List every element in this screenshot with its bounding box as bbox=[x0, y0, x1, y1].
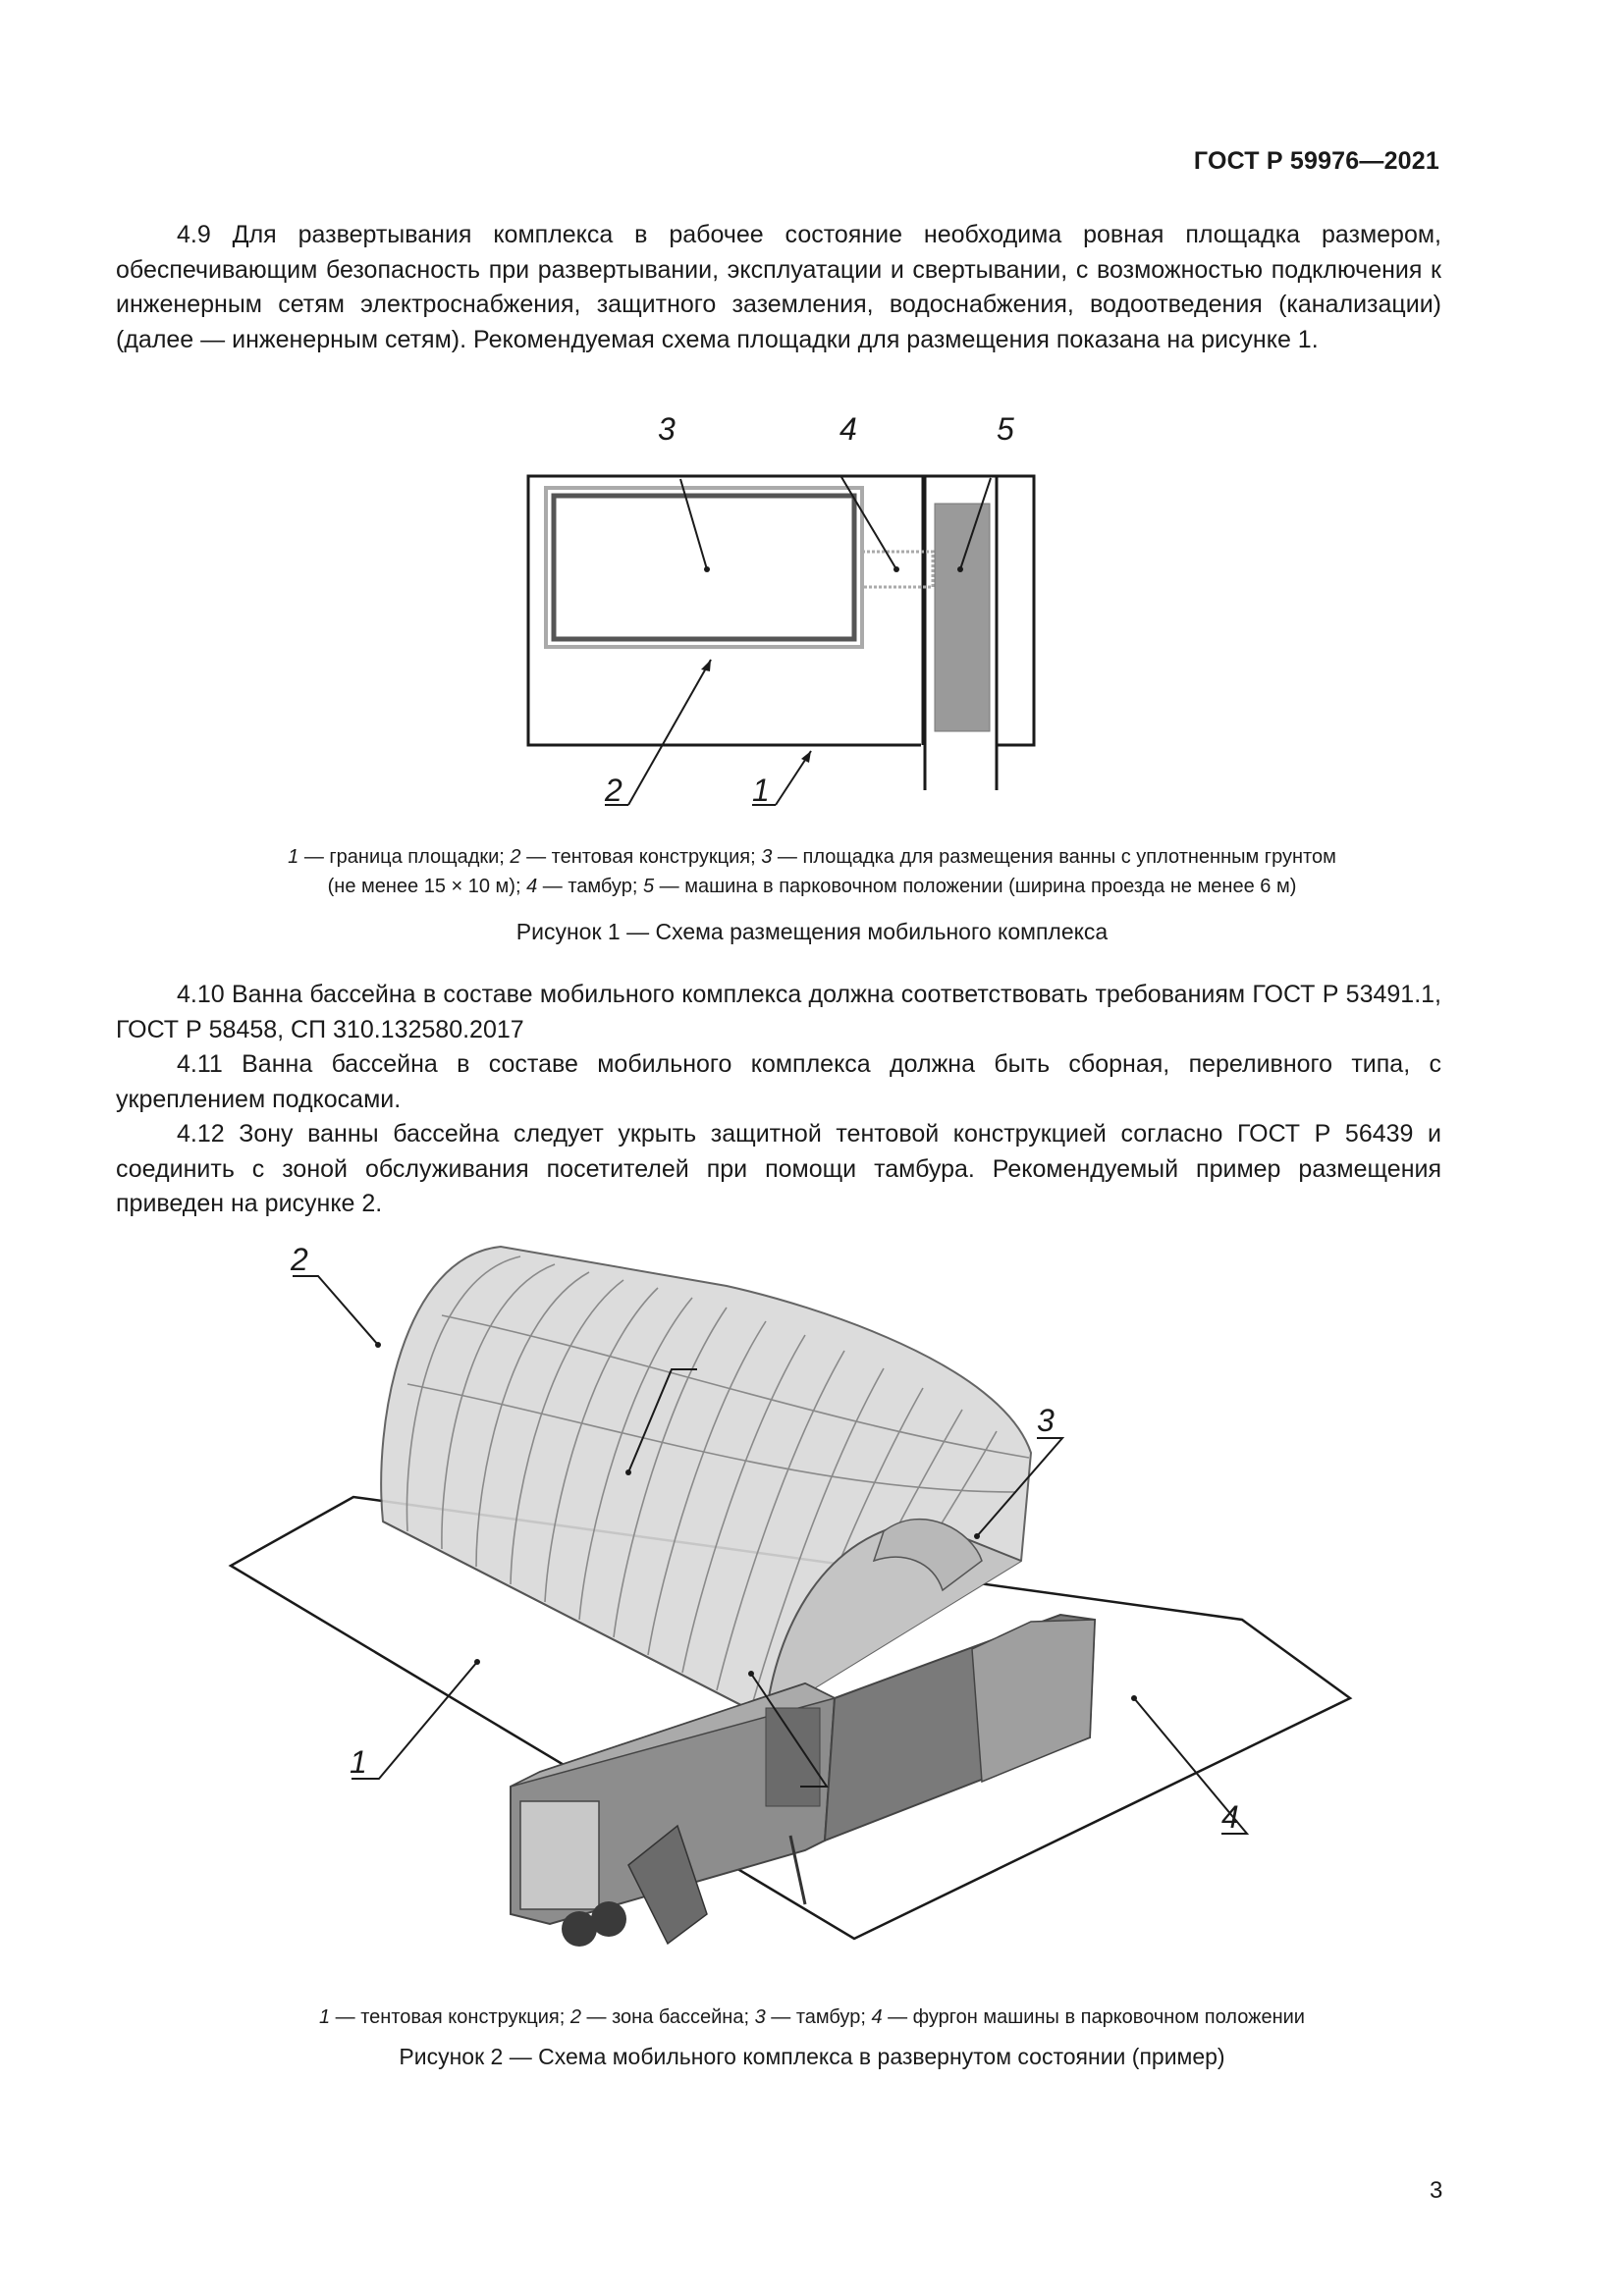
figure-1-legend-line-1: 1 — граница площадки; 2 — тентовая конструкция; 3 — площадка для размещения ванны с уплотненным грунтом bbox=[288, 846, 1336, 868]
figure-2-legend: 1 — тентовая конструкция; 2 — зона бассейна; 3 — тамбур; 4 — фургон машины в парковочном положении bbox=[319, 2006, 1305, 2028]
fig1-callout-3: 3 bbox=[658, 412, 676, 447]
parked-vehicle bbox=[935, 504, 990, 731]
fig1-callout-1: 1 bbox=[752, 773, 770, 808]
fig1-callout-5: 5 bbox=[997, 412, 1014, 447]
document-code: ГОСТ Р 59976—2021 bbox=[1193, 147, 1439, 175]
figure-2-complex-illustration bbox=[216, 1237, 1375, 1983]
fig2-callout-1: 1 bbox=[350, 1744, 367, 1780]
pool-platform bbox=[554, 496, 854, 639]
figure-1-caption: Рисунок 1 — Схема размещения мобильного комплекса bbox=[515, 919, 1109, 944]
paragraph-4-11: 4.11 Ванна бассейна в составе мобильного комплекса должна быть сборная, переливного типа, с укреплением подкосами. bbox=[116, 1050, 1441, 1113]
fig2-callout-3: 3 bbox=[1037, 1403, 1055, 1438]
page-number: 3 bbox=[1430, 2177, 1443, 2204]
fig1-callout-4: 4 bbox=[839, 412, 857, 447]
paragraph-4-12: 4.12 Зону ванны бассейна следует укрыть защитной тентовой конструкцией согласно ГОСТ Р 56439 и соединить с зоной обслуживания посетителей при помощи тамбура. Рекомендуемый пример размещения приведен на рисунке 2. bbox=[116, 1120, 1441, 1217]
figure-1-legend-line-2: (не менее 15 × 10 м); 4 — тамбур; 5 — машина в парковочном положении (ширина проезда не менее 6 м) bbox=[327, 876, 1297, 897]
fig2-callout-2: 2 bbox=[291, 1242, 308, 1277]
paragraph-4-9: 4.9 Для развертывания комплекса в рабочее состояние необходима ровная площадка размером, обеспечивающим безопасность при развертывании, эксплуатации и свертывании, с возможностью подключения к инженерным сетям электроснабжения, защитного заземления, водоснабжения, водоотведения (канализации) (далее — инженерным сетям). Рекомендуемая схема площадки для размещения показана на рисунке 1. bbox=[116, 221, 1441, 353]
figure-2-caption: Рисунок 2 — Схема мобильного комплекса в развернутом состоянии (пример) bbox=[399, 2044, 1225, 2069]
paragraph-4-10: 4.10 Ванна бассейна в составе мобильного комплекса должна соответствовать требованиям ГОСТ Р 53491.1, ГОСТ Р 58458, СП 310.132580.2017 bbox=[116, 981, 1441, 1043]
fig2-callout-4: 4 bbox=[1221, 1799, 1239, 1835]
figure-1-site-scheme bbox=[511, 412, 1060, 825]
tent-structure bbox=[381, 1247, 1031, 1718]
fig1-callout-2: 2 bbox=[605, 773, 623, 808]
